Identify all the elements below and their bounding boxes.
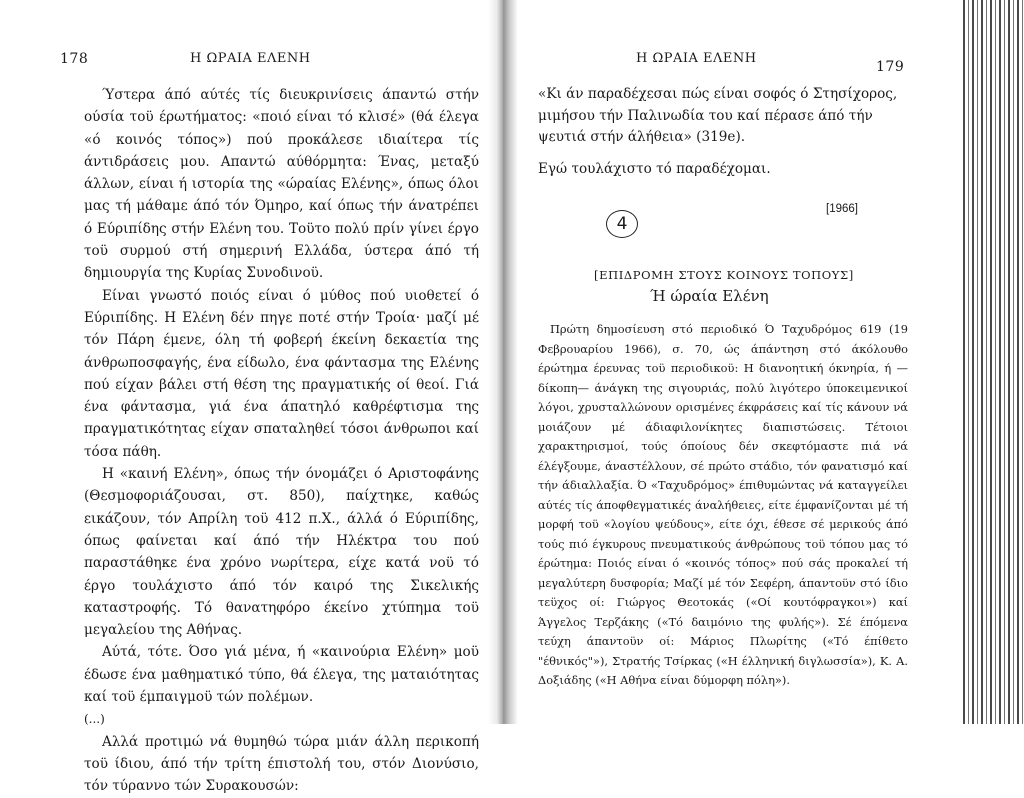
- handwritten-circled-number: 4: [606, 210, 638, 238]
- right-body-text: [538, 84, 906, 180]
- year-label: [1966]: [826, 203, 858, 215]
- stesichorus-quote: «Κι άν παραδέχεσαι πώς είναι σοφός ό Στησίχορος, μιμήσου τήν Παλινωδία του καί πέρασε άπό τήν ψευτιά στήν άλήθεια» (319e).: [538, 86, 898, 145]
- left-page-number: 178: [60, 51, 89, 67]
- section-title: [ΕΠΙΔΡΟΜΗ ΣΤΟΥΣ ΚΟΙΝΟΥΣ ΤΟΠΟΥΣ]: [594, 268, 854, 282]
- left-paragraph-4: Αύτά, τότε. Όσο γιά μένα, ή «καινούρια Ελένη» μοϋ έδωσε ένα μαθηματικό τύπο, θά έλεγα, της ματαιότητας καί τοϋ έμπαιγμοϋ τών πολέμων.: [84, 644, 479, 706]
- left-body-text: [84, 84, 479, 798]
- left-paragraph-5: Αλλά προτιμώ νά θυμηθώ τώρα μιάν άλλη περικοπή τοϋ ίδιου, άπό τήν τρίτη έπιστολή του, στόν Διονύσιο, τόν τύραννο τών Συρακουσών:: [84, 733, 479, 795]
- section-subtitle: Ή ώραία Ελένη: [650, 287, 769, 305]
- note-paragraph: Πρώτη δημοσίευση στό περιοδικό Ό Ταχυδρόμος 619 (19 Φεβρουαρίου 1966), σ. 70, ώς άπάντηση στό άκόλουθο έρώτημα έρευνας τοϋ περιοδικοϋ: Η διανοητική όκνηρία, ή —δίκοπη— άνάγκη της σιγουριάς, πολύ λιγότερο ύποκειμενικοί λόγοι, χρυσταλλώνουν ορισμένες έκφράσεις καί τίς κάνουν νά μοιάζουν μέ άδιαφιλονίκητες διαπιστώσεις. Τέτοιοι χαρακτηρισμοί, τούς όποίους δέν σκεφτόμαστε πιά νά έλέγξουμε, άναστέλλουν, σέ πρώτο στάδιο, τόν φανατισμό καί τήν άδιαλλαξία. Ό «Ταχυδρόμος» έπιθυμώντας νά καταγγείλει αύτές τίς άποφθεγματικές άναλήθειες, είτε έμφανίζονται μέ τή μορφή τοϋ «λογίου ψεύδους», είτε όχι, έθεσε σέ μερικούς άπό τούς πιό έγκυρους πνευματικούς άνθρώπους τοϋ τόπου μας τό έρώτημα: Ποιός είναι ό «κοινός τόπος» πού σάς προκαλεί τή μεγαλύτερη δυσφορία; Μαζί μέ τόν Σεφέρη, άπαντοϋν στό ίδιο τεϋχος οί: Γιώργος Θεοτοκάς («Οί κουτόφραγκοι») καί Άγγελος Τερζάκης («Τό δαιμόνιο της φυλής»). Σέ έπόμενα τεύχη άπαντοϋν οί: Μάριος Πλωρίτης («Τό έπίθετο "έθνικός"»), Στρατής Τσίρκας («Η έλληνική διγλωσσία»), Κ. Α. Δοξιάδης («Η Αθήνα είναι δύμορφη πόλη»).: [538, 322, 908, 687]
- left-running-title: Η ΩΡΑΙΑ ΕΛΕΝΗ: [190, 51, 311, 66]
- left-ellipsis: (...): [84, 712, 105, 727]
- left-paragraph-1: Ύστερα άπό αύτές τίς διευκρινίσεις άπαντώ στήν ούσία τοϋ έρωτήματος: «ποιό είναι τό κλισέ» (θά έλεγα «ό κοινός τόπος») πού προκάλεσε ιδιαίτερα τίς άντιδράσεις μου. Απαντώ αύθόρμητα: Ένας, μεταξύ άλλων, είναι ή ιστορία της «ώραίας Ελένης», όπως όλοι μας τή μάθαμε άπό τόν Όμηρο, καί όπως τήν άνατρέπει ό Εύριπίδης στήν Ελένη του. Τοϋτο πολύ πρίν γίνει έργο τοϋ συρμού στή σημερινή Ελλάδα, ύστερα άπό τή δημιουργία της Κυρίας Συνοδινοϋ.: [84, 87, 479, 282]
- book-gutter-shadow: [488, 0, 518, 724]
- page-edge-stripes: [960, 0, 1024, 724]
- editorial-note: [538, 320, 908, 691]
- left-paragraph-3: Η «καινή Ελένη», όπως τήν όνομάζει ό Αριστοφάνης (Θεσμοφοριάζουσαι, στ. 850), παίχτηκε, καθώς εικάζουν, τόν Απρίλη τοϋ 412 π.Χ., άλλά ό Εύριπίδης, όπως φαίνεται καί άπό τήν Ηλέκτρα του πού παραστάθηκε ένα χρόνο νωρίτερα, είχε κατά νοϋ τό έργο τουλάχιστο άπό τόν καιρό της Σικελικής καταστροφής. Τό θανατηφόρο έκείνο χτύπημα τοϋ μεγαλείου της Αθήνας.: [84, 466, 479, 639]
- right-page-number: 179: [876, 59, 905, 75]
- left-paragraph-2: Είναι γνωστό ποιός είναι ό μύθος πού υιοθετεί ό Εύριπίδης. Η Ελένη δέν πηγε ποτέ στήν Τροία· μαζί μέ τόν Πάρη έμενε, όλη τή φοβερή έκείνη δεκαετία της άνθρωποσφαγής, ένα είδωλο, ένα φάντασμα της Ελένης πού είχαν βάλει στή θέση της πραγματικής οί θεοί. Γιά ένα φάντασμα, γιά ένα άπατηλό καθρέφτισμα της πραγματικότητας είχαν σπαταληθεί τόσοι άνθρωποι καί τόσα πάθη.: [84, 287, 479, 460]
- right-running-title: Η ΩΡΑΙΑ ΕΛΕΝΗ: [636, 51, 757, 66]
- author-reply: Εγώ τουλάχιστο τό παραδέχομαι.: [538, 160, 771, 177]
